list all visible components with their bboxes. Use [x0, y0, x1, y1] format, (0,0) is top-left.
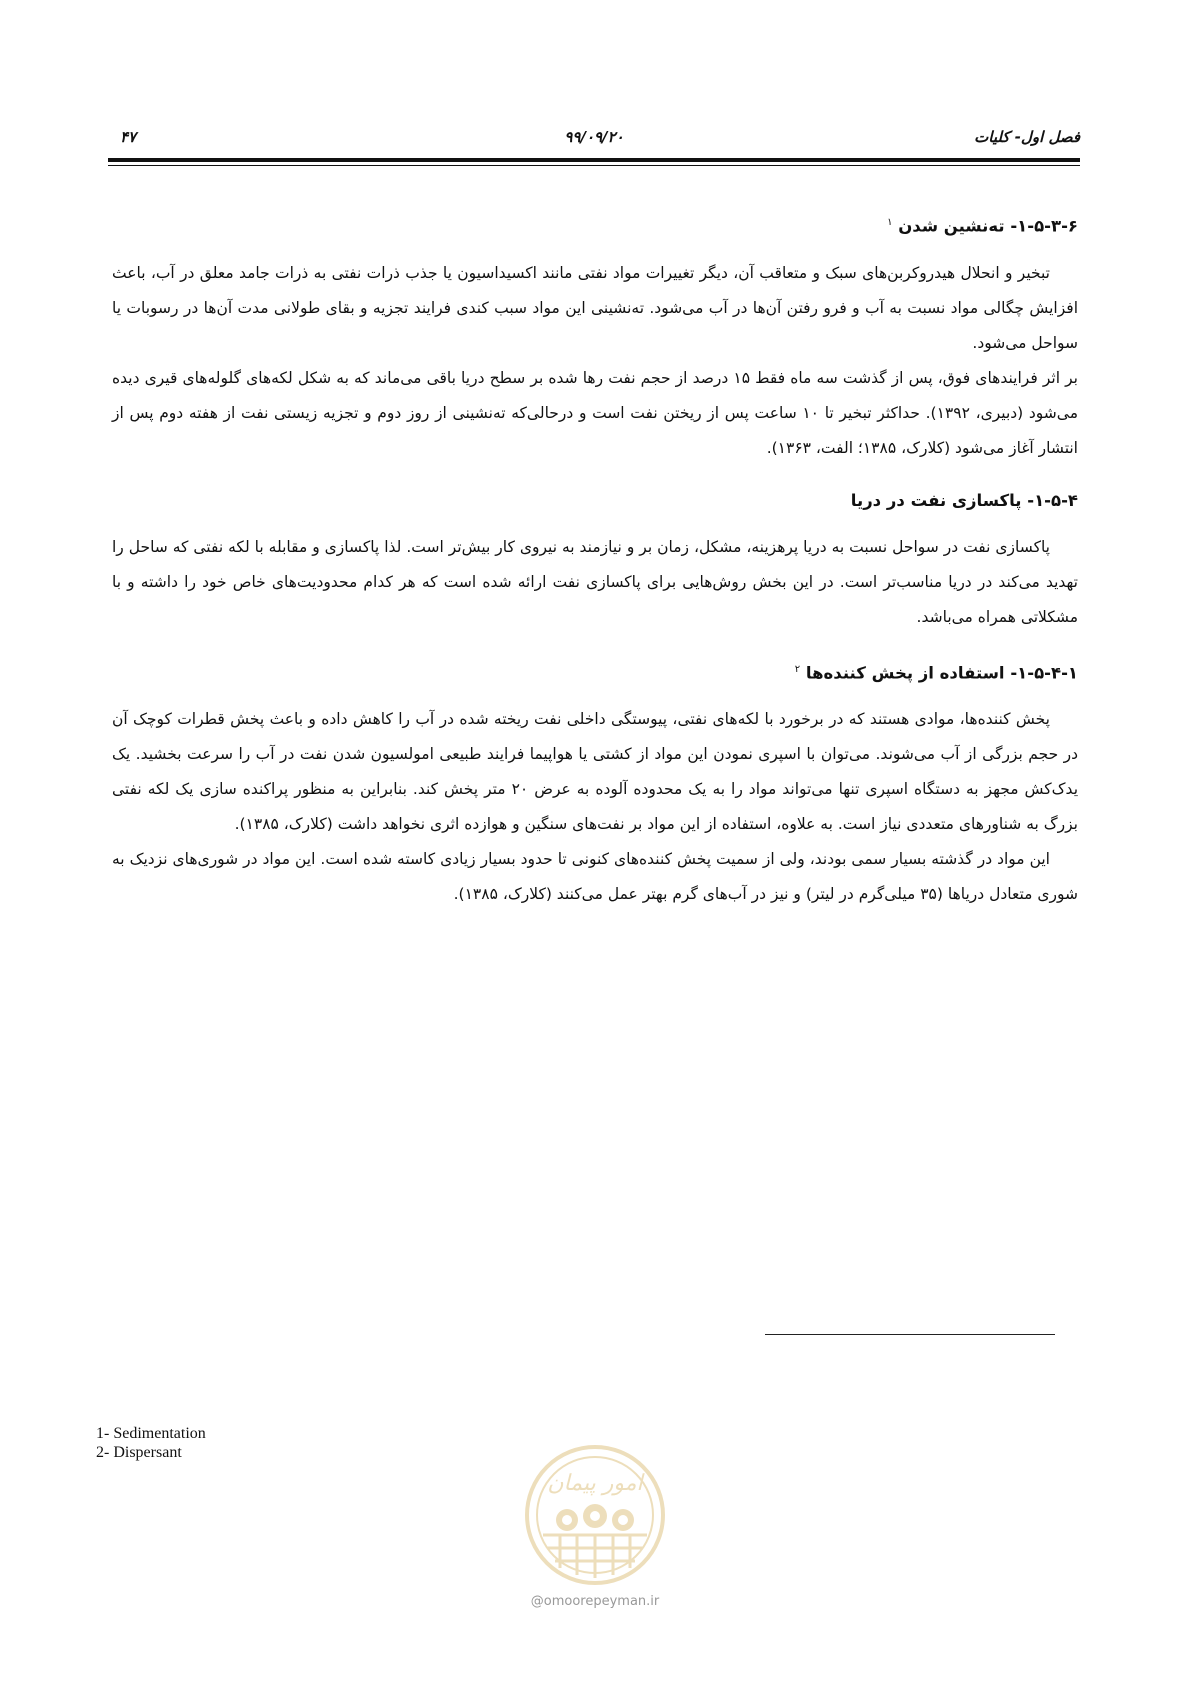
seal-logo-icon — [515, 1440, 675, 1590]
section-heading-sedimentation — [112, 208, 1078, 242]
footnote-1: 1- Sedimentation — [96, 1425, 206, 1442]
paragraph: بر اثر فرایندهای فوق، پس از گذشت سه ماه فقط ۱۵ درصد از حجم نفت رها شده بر سطح دریا باقی می‌ماند که به شکل لکه‌های گلوله‌های قیری دیده می‌شود (دبیری، ۱۳۹۲). حداکثر تبخیر تا ۱۰ ساعت پس از ریختن نفت است و درحالی‌که ته‌نشینی از روز دوم و تجزیه زیستی نفت از هفته دوم پس از انتشار آغاز می‌شود (کلارک، ۱۳۸۵؛ الفت، ۱۳۶۳). — [112, 368, 1078, 457]
page-header — [108, 128, 1080, 158]
header-rule-thick — [108, 158, 1080, 162]
footnote-ref: ۱ — [887, 217, 893, 228]
paragraph: پاکسازی نفت در سواحل نسبت به دریا پرهزینه، مشکل، زمان بر و نیازمند به نیروی کار بیش‌تر است. لذا پاکسازی و مقابله با لکه نفتی که ساحل را تهدید می‌کند در دریا مناسب‌تر است. در این بخش روش‌هایی برای پاکسازی نفت ارائه شده است که هر کدام محدودیت‌های خاص خود را داشته و با مشکلاتی همراه می‌باشد. — [112, 537, 1078, 626]
heading-text: ۱-۵-۴- پاکسازی نفت در دریا — [850, 490, 1078, 510]
page-number: ۴۷ — [120, 128, 137, 146]
heading-text: ۱-۵-۳-۶- ته‌نشین شدن — [898, 216, 1078, 236]
footnote-separator — [765, 1334, 1055, 1335]
header-rule-thin — [108, 165, 1080, 166]
heading-text: ۱-۵-۴-۱- استفاده از پخش کننده‌ها — [805, 663, 1078, 682]
paragraph: پخش کننده‌ها، موادی هستند که در برخورد با لکه‌های نفتی، پیوستگی داخلی نفت ریخته شده در آب را کاهش داده و باعث پخش قطرات کوچک آن در حجم بزرگی از آب می‌شوند. می‌توان با اسپری نمودن این مواد از کشتی یا هواپیما فرایند طبیعی امولسیون شدن نفت در آب را سرعت بخشید. یک یدک‌کش مجهز به دستگاه اسپری تنها می‌تواند مواد را به یک محدوده آلوده به عرض ۲۰ متر پخش کند. بنابراین به منظور پراکنده سازی یک لکه نفتی بزرگ به شناورهای متعددی نیاز است. به علاوه، استفاده از این مواد بر نفت‌های سنگین و هوازده اثری نخواهد داشت (کلارک، ۱۳۸۵). — [112, 710, 1079, 833]
section-heading-dispersants — [112, 655, 1078, 689]
svg-text:امور پیمان: امور پیمان — [547, 1471, 643, 1496]
footnotes — [96, 1424, 206, 1462]
watermark-url: @omoorepeyman.ir — [530, 1594, 660, 1609]
chapter-title: فصل اول- کلیات — [974, 128, 1080, 146]
header-date: ۹۹/۰۹/۲۰ — [564, 128, 624, 146]
section-heading-oil-cleanup — [112, 486, 1078, 516]
footnote-2: 2- Dispersant — [96, 1444, 182, 1461]
paragraph: تبخیر و انحلال هیدروکربن‌های سبک و متعاقب آن، دیگر تغییرات مواد نفتی مانند اکسیداسیون یا جذب ذرات نفتی به ذرات جامد معلق در آب، باعث افزایش چگالی مواد نسبت به آب و فرو رفتن آن‌ها در آب می‌شود. ته‌نشینی این مواد سبب کندی فرایند تجزیه و بقای طولانی مدت آن‌ها در رسوبات یا سواحل می‌شود. — [112, 263, 1078, 352]
page-body — [112, 208, 1078, 912]
paragraph: این مواد در گذشته بسیار سمی بودند، ولی از سمیت پخش کننده‌های کنونی تا حدود بسیار زیادی کاسته شده است. این مواد در شوری‌های نزدیک به شوری متعادل دریاها (۳۵ میلی‌گرم در لیتر) و نیز در آب‌های گرم بهتر عمل می‌کنند (کلارک، ۱۳۸۵). — [112, 850, 1078, 903]
footnote-ref: ۲ — [794, 663, 801, 675]
